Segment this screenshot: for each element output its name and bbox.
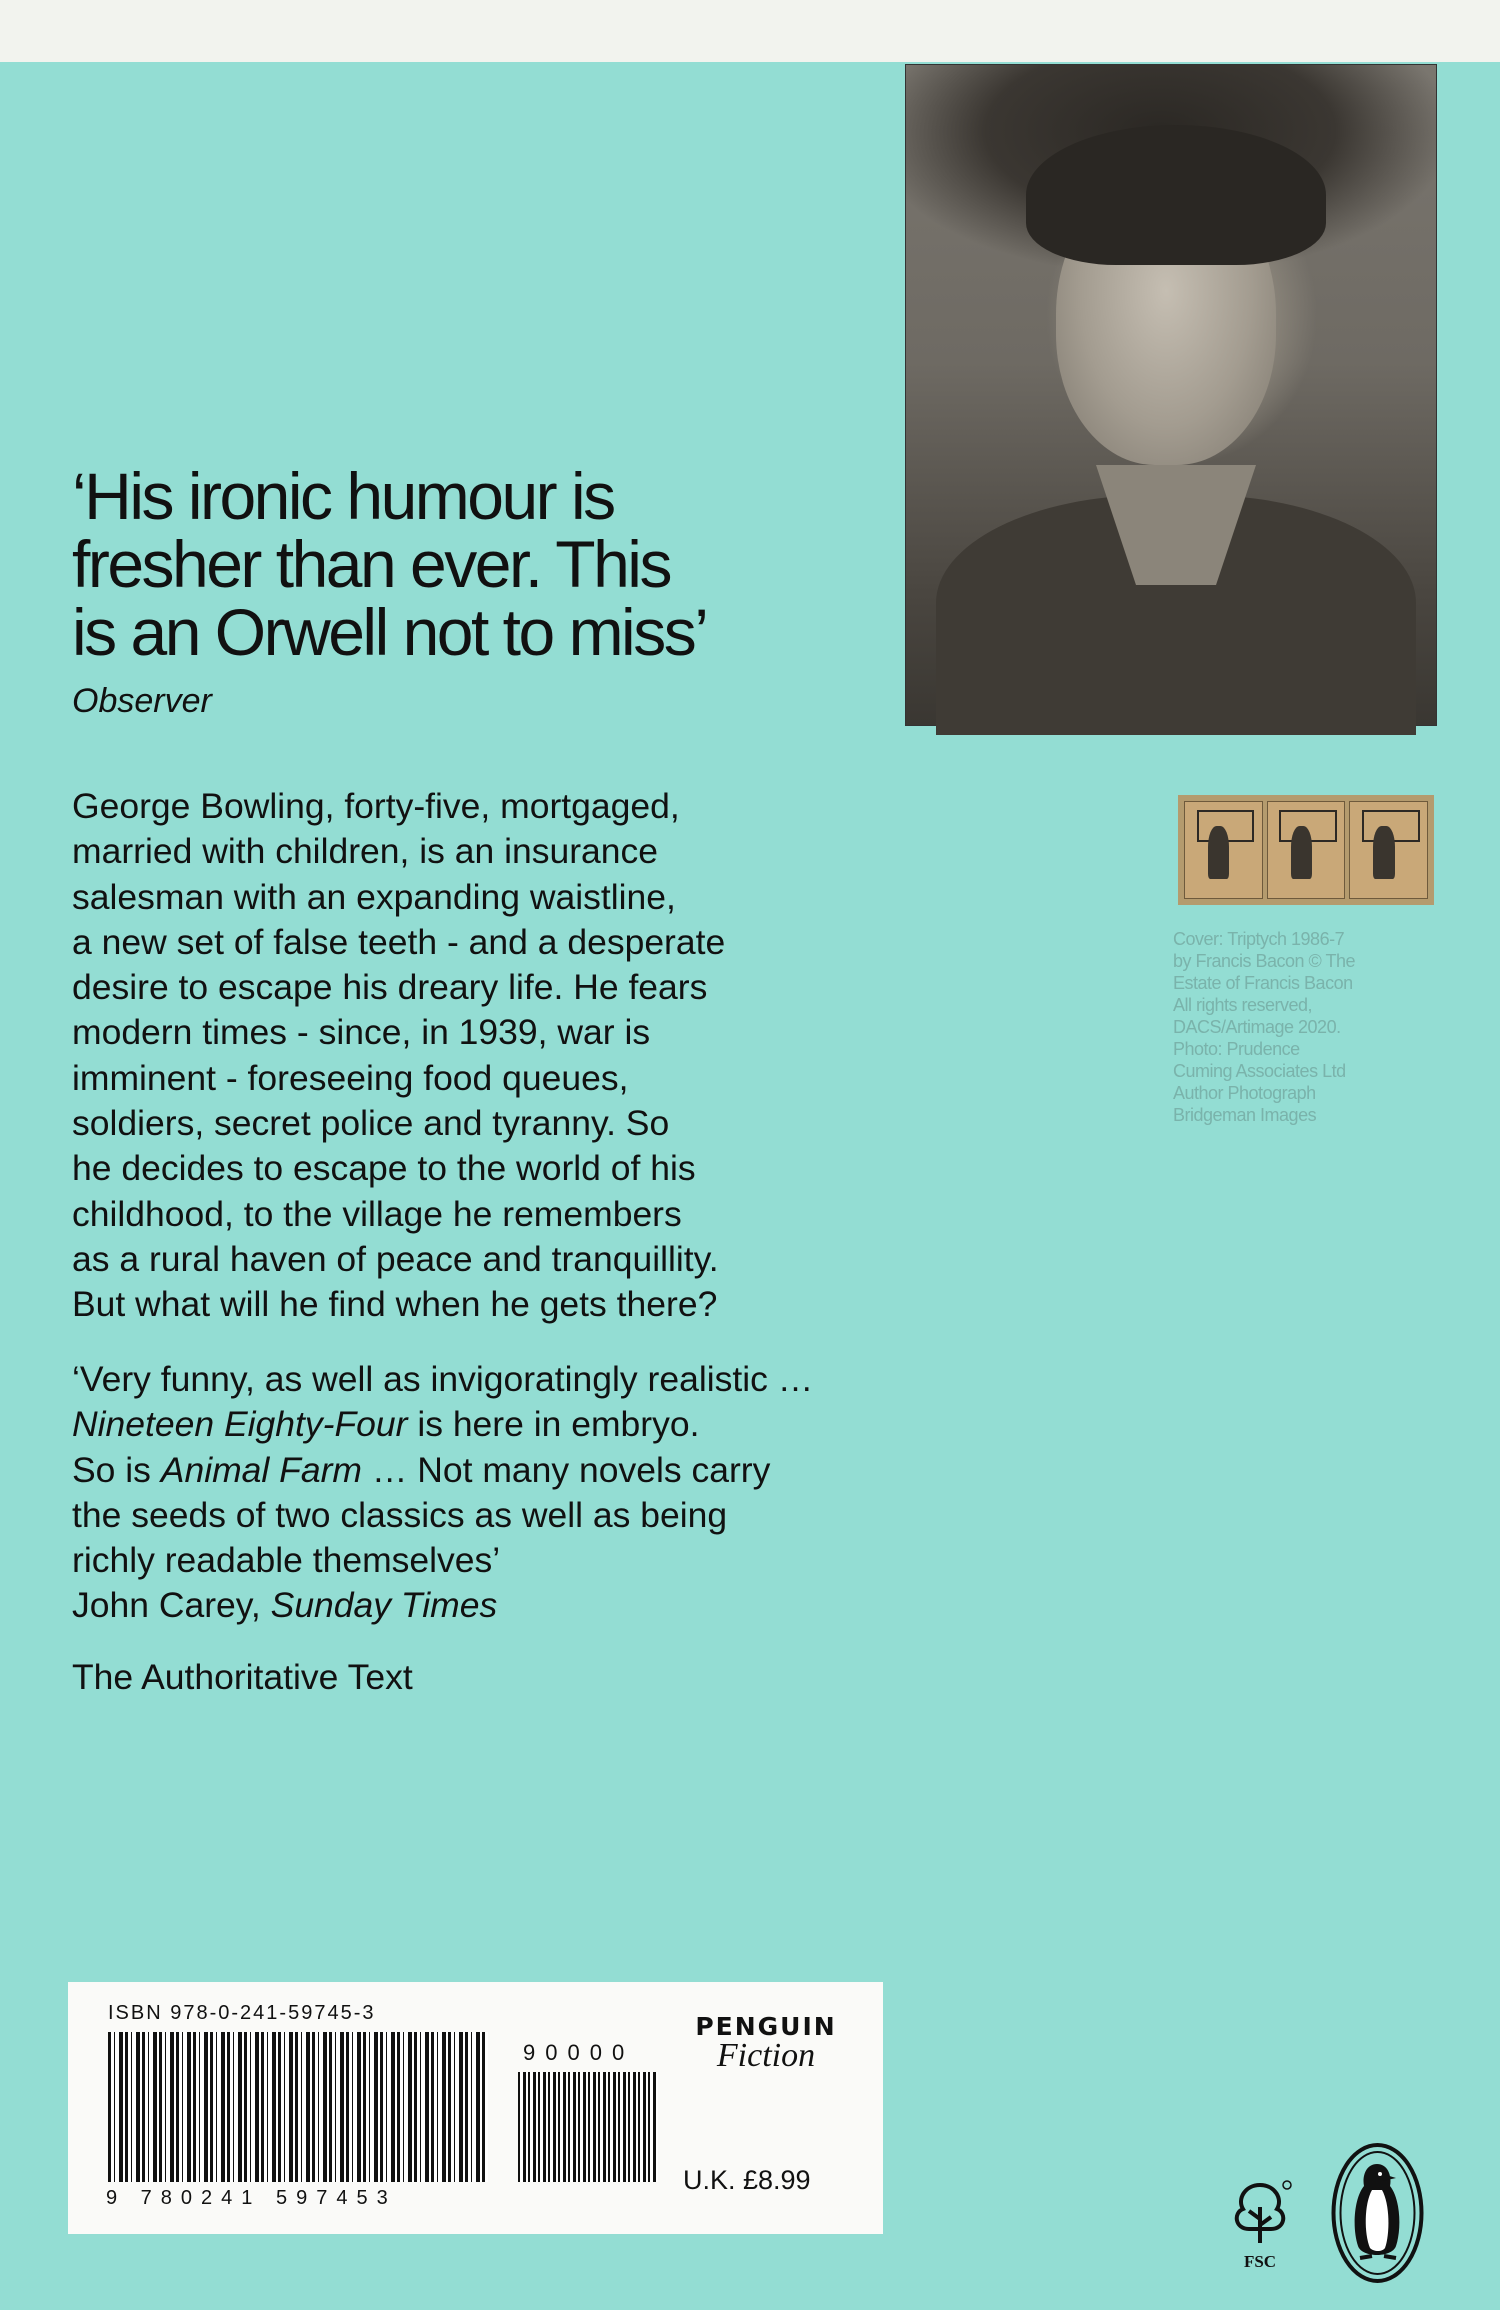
author-photograph xyxy=(905,64,1437,726)
image-credits xyxy=(1173,928,1473,1126)
credit-line: Author Photograph xyxy=(1173,1083,1316,1103)
triptych-panel xyxy=(1184,801,1263,899)
pull-quote-line: ‘His ironic humour is xyxy=(72,459,614,533)
cover-art-thumbnail xyxy=(1178,795,1434,905)
edition-note: The Authoritative Text xyxy=(72,1657,413,1697)
credit-line: DACS/Artimage 2020. xyxy=(1173,1017,1341,1037)
synopsis-line: he decides to escape to the world of his xyxy=(72,1148,696,1189)
panel-figure xyxy=(1373,826,1394,879)
credit-line: All rights reserved, xyxy=(1173,995,1313,1015)
credit-line: Cuming Associates Ltd xyxy=(1173,1061,1346,1081)
pull-quote-line: fresher than ever. This xyxy=(72,527,670,601)
fsc-label: FSC xyxy=(1243,2252,1277,2271)
barcode-panel xyxy=(68,1982,883,2234)
panel-figure xyxy=(1291,826,1312,879)
pull-quote-line: is an Orwell not to miss’ xyxy=(72,595,707,669)
publisher-brand: PENGUIN xyxy=(695,2012,837,2041)
synopsis-line: modern times - since, in 1939, war is xyxy=(72,1012,651,1053)
review-text: So is xyxy=(72,1449,161,1490)
review-line: richly readable themselves’ xyxy=(72,1540,501,1581)
review-line: ‘Very funny, as well as invigoratingly realistic … xyxy=(72,1359,814,1399)
synopsis-line: George Bowling, forty-five, mortgaged, xyxy=(72,786,680,826)
review-title-italic: Animal Farm xyxy=(160,1449,362,1490)
triptych-panel xyxy=(1267,801,1346,899)
synopsis-line: as a rural haven of peace and tranquillity. xyxy=(72,1238,719,1279)
synopsis-line: married with children, is an insurance xyxy=(72,831,659,872)
publisher-label xyxy=(666,2012,866,2075)
review-quote xyxy=(72,1357,952,1629)
credit-line: Photo: Prudence xyxy=(1173,1039,1300,1059)
credit-line: by Francis Bacon © The xyxy=(1173,951,1356,971)
book-back-cover xyxy=(0,62,1500,2310)
barcode-addon-bars xyxy=(518,2072,658,2182)
credit-line: Cover: Triptych 1986-7 xyxy=(1173,929,1345,949)
review-line: the seeds of two classics as well as being xyxy=(72,1494,728,1535)
panel-figure xyxy=(1208,826,1229,879)
pull-quote-source: Observer xyxy=(72,682,212,720)
credit-line: Estate of Francis Bacon xyxy=(1173,973,1353,993)
synopsis-line: salesman with an expanding waistline, xyxy=(72,876,676,917)
synopsis-line: soldiers, secret police and tyranny. So xyxy=(72,1103,670,1144)
review-publication: Sunday Times xyxy=(270,1585,498,1626)
pull-quote xyxy=(72,459,892,669)
reviewer-name: John Carey, xyxy=(72,1585,271,1626)
synopsis xyxy=(72,784,952,1328)
barcode-bars xyxy=(108,2032,488,2182)
review-title-italic: Nineteen Eighty-Four xyxy=(72,1404,408,1445)
fsc-logo xyxy=(1215,2177,1305,2277)
penguin-logo-icon xyxy=(1330,2142,1425,2284)
fsc-tree-icon xyxy=(1225,2177,1295,2247)
review-text: is here in embryo. xyxy=(407,1404,700,1445)
synopsis-line: childhood, to the village he remembers xyxy=(72,1193,682,1234)
credit-line: Bridgeman Images xyxy=(1173,1105,1317,1125)
barcode-addon-digits: 90000 xyxy=(523,2040,635,2065)
synopsis-line: a new set of false teeth - and a desperate xyxy=(72,921,726,962)
isbn-text: ISBN 978-0-241-59745-3 xyxy=(108,2002,376,2024)
synopsis-line: desire to escape his dreary life. He fears xyxy=(72,967,708,1008)
review-attribution xyxy=(72,1583,952,1628)
review-line xyxy=(72,1448,952,1493)
publisher-category: Fiction xyxy=(716,2037,816,2074)
barcode-digits: 9 780241 597453 xyxy=(106,2187,397,2209)
price: U.K. £8.99 xyxy=(683,2165,811,2195)
synopsis-line: But what will he find when he gets there? xyxy=(72,1284,718,1325)
review-line xyxy=(72,1402,952,1447)
photo-hair xyxy=(1026,125,1326,265)
triptych-panel xyxy=(1349,801,1428,899)
synopsis-line: imminent - foreseeing food queues, xyxy=(72,1057,629,1098)
review-text: … Not many novels carry xyxy=(362,1449,771,1490)
